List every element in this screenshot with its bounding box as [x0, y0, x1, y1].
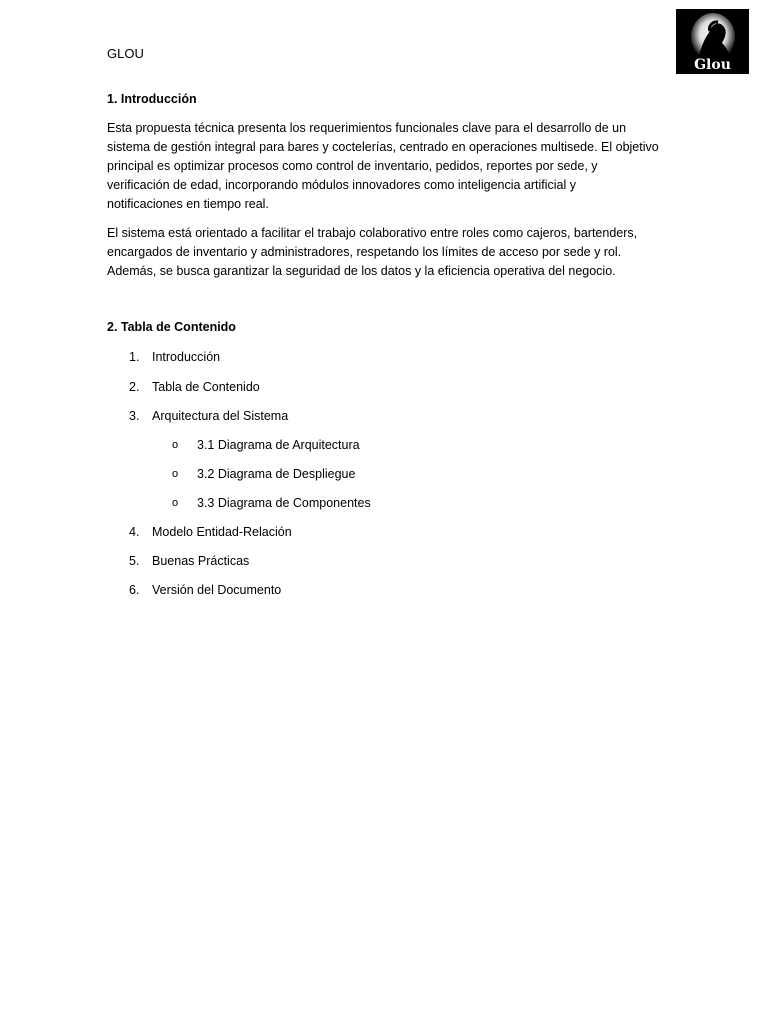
toc-subitem-label: 3.3 Diagrama de Componentes — [197, 496, 371, 510]
toc-item-number: 3. — [129, 409, 140, 423]
hollow-bullet-icon: o — [172, 497, 179, 509]
toc-item-label: Tabla de Contenido — [152, 380, 260, 394]
intro-paragraph-2-line: encargados de inventario y administradores, respetando los límites de acceso por sede y rol. — [107, 245, 622, 259]
hollow-bullet-icon: o — [172, 439, 179, 451]
intro-paragraph-1-line: sistema de gestión integral para bares y coctelerías, centrado en operaciones multisede. El objetivo — [107, 140, 659, 154]
toc-item-number: 2. — [129, 380, 140, 394]
hollow-bullet-icon: o — [172, 468, 179, 480]
logo-wordmark: Glou — [694, 57, 731, 73]
toc-item-label: Versión del Documento — [152, 583, 282, 597]
toc-item-number: 1. — [129, 350, 140, 364]
toc-subitem-label: 3.1 Diagrama de Arquitectura — [197, 438, 360, 452]
intro-paragraph-2-line: Además, se busca garantizar la seguridad de los datos y la eficiencia operativa del negocio. — [107, 264, 616, 278]
intro-paragraph-2 — [107, 224, 667, 281]
toc-item-number: 4. — [129, 525, 140, 539]
intro-heading: 1. Introducción — [107, 92, 197, 106]
toc-subitem-label: 3.2 Diagrama de Despliegue — [197, 467, 356, 481]
toc-item-number: 6. — [129, 583, 140, 597]
intro-paragraph-1-line: Esta propuesta técnica presenta los requerimientos funcionales clave para el desarrollo de un — [107, 121, 627, 135]
intro-paragraph-1-line: principal es optimizar procesos como control de inventario, pedidos, reportes por sede, y — [107, 159, 598, 173]
document-header-title: GLOU — [107, 46, 144, 61]
intro-paragraph-1 — [107, 119, 667, 214]
intro-paragraph-1-line: verificación de edad, incorporando módulos innovadores como inteligencia artificial y — [107, 178, 577, 192]
intro-paragraph-2-line: El sistema está orientado a facilitar el trabajo colaborativo entre roles como cajeros, bartenders, — [107, 226, 638, 240]
toc-heading: 2. Tabla de Contenido — [107, 320, 236, 334]
toc-item-label: Arquitectura del Sistema — [152, 409, 289, 423]
toc-item-label: Introducción — [152, 350, 221, 364]
intro-paragraph-1-line: notificaciones en tiempo real. — [107, 197, 269, 211]
toc-item-label: Modelo Entidad-Relación — [152, 525, 292, 539]
glou-logo — [676, 9, 749, 74]
toc-item-label: Buenas Prácticas — [152, 554, 250, 568]
toc-item-number: 5. — [129, 554, 140, 568]
